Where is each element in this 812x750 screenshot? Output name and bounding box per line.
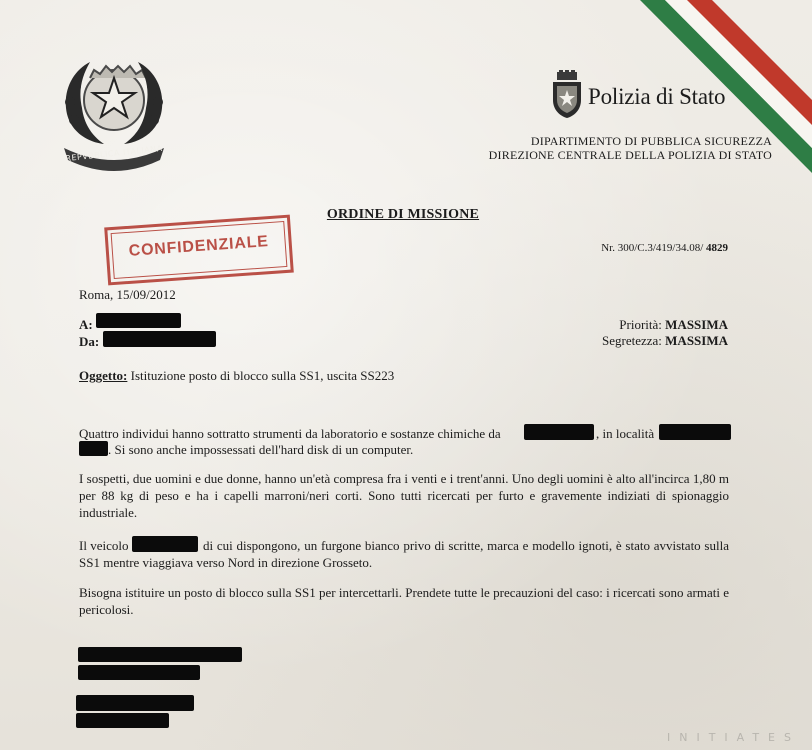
subject-text: Istituzione posto di blocco sulla SS1, uscita SS223 — [130, 368, 395, 383]
police-name: Polizia di Stato — [588, 84, 726, 109]
place-date: Roma, 15/09/2012 — [79, 287, 176, 302]
reference-prefix: Nr. 300/C.3/419/34.08/ — [601, 242, 704, 254]
department-line-1: DIPARTIMENTO DI PUBBLICA SICUREZZA — [530, 134, 772, 148]
redacted-signature-2 — [78, 665, 200, 680]
subject-row — [79, 367, 394, 384]
redacted-signature-3 — [76, 695, 194, 711]
redacted-signature-1 — [78, 647, 242, 662]
redacted-recipient — [96, 313, 181, 328]
police-crest-icon — [550, 70, 584, 118]
secrecy-value: MASSIMA — [665, 333, 728, 348]
from-label: Da: — [79, 334, 100, 349]
redacted-location-3 — [79, 441, 108, 456]
subject-label: Oggetto: — [79, 368, 128, 383]
paragraph-1-line-2: . Si sono anche impossessati dell'hard disk di un computer. — [108, 442, 414, 457]
paragraph-3-rest: di cui dispongono, un furgone bianco privo di scritte, marca e modello ignoti, è stato avvistato sulla SS1 mentre viaggiava verso Nord in direzione Grosseto. — [79, 538, 729, 570]
emblem-ring-text: REPVBBLICA ITALIANA — [64, 143, 164, 164]
department-line-2: DIREZIONE CENTRALE DELLA POLIZIA DI STATO — [488, 148, 772, 162]
priority-label: Priorità: — [619, 317, 662, 332]
reference-number — [601, 242, 728, 254]
secrecy-label: Segretezza: — [602, 333, 662, 348]
priority-value: MASSIMA — [665, 317, 728, 332]
redacted-signature-4 — [76, 713, 169, 728]
to-label: A: — [79, 317, 93, 332]
secrecy-row — [602, 332, 728, 349]
priority-row — [619, 316, 728, 333]
paragraph-1-line-1: Quattro individui hanno sottratto strumenti da laboratorio e sostanze chimiche da — [79, 426, 501, 441]
paragraph-1-connector: , in località — [596, 426, 655, 441]
redacted-location-1 — [524, 424, 594, 440]
paragraph-4: Bisogna istituire un posto di blocco sulla SS1 per intercettarli. Prendete tutte le precauzioni del caso: i ricercati sono armati e pericolosi. — [79, 585, 729, 617]
redacted-sender — [103, 331, 216, 347]
watermark: INITIATES — [666, 731, 800, 744]
stamp-text: CONFIDENZIALE — [128, 233, 270, 260]
reference-id: 4829 — [706, 242, 728, 254]
paragraph-2: I sospetti, due uomini e due donne, hanno un'età compresa fra i venti e i trent'anni. Uno degli uomini è alto all'incirca 1,80 m per 88 kg di peso e ha i capelli marroni/neri corti. Sono tutti ricercati per furto e gravemente indiziati di spionaggio industriale. — [79, 471, 729, 520]
redacted-location-2 — [659, 424, 731, 440]
confidential-stamp — [104, 215, 294, 286]
document-title: ORDINE DI MISSIONE — [326, 207, 480, 222]
paragraph-3-start: Il veicolo — [79, 538, 129, 553]
